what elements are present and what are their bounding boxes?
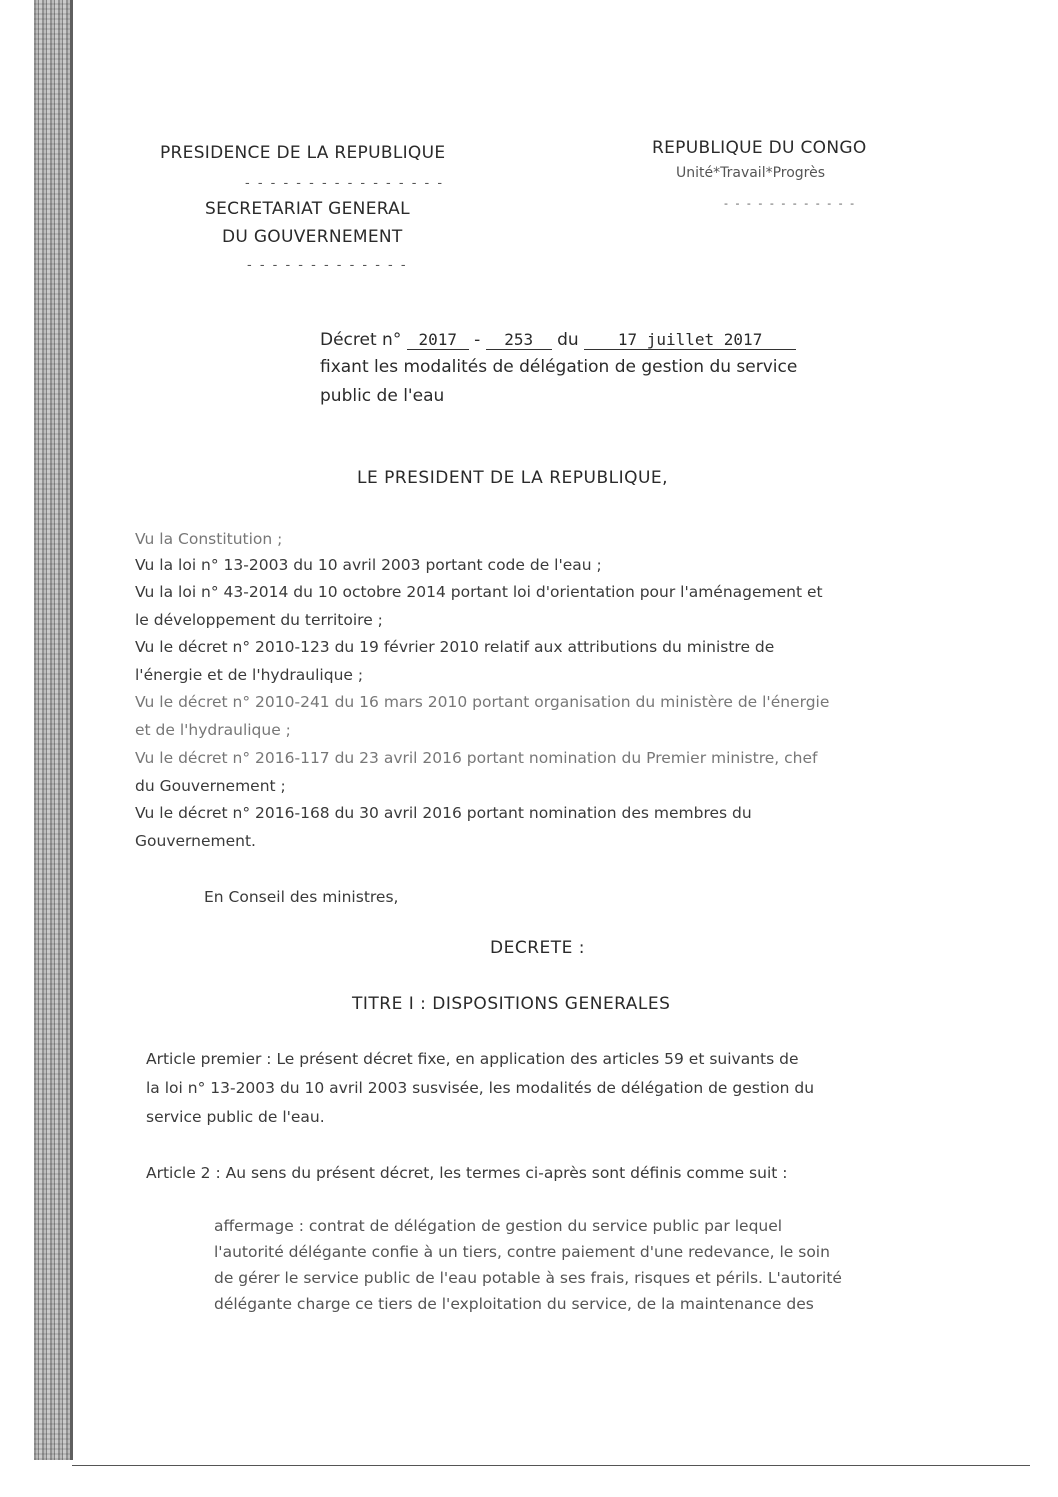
- visa-line: du Gouvernement ;: [135, 777, 286, 795]
- header-separator: - - - - - - - - - - - -: [724, 197, 857, 210]
- scan-edge-artifact: [34, 0, 70, 1460]
- conseil-des-ministres: En Conseil des ministres,: [204, 888, 399, 906]
- decree-number-seq: 253: [486, 330, 552, 350]
- article1-line: service public de l'eau.: [146, 1108, 325, 1126]
- decree-subject-line1: fixant les modalités de délégation de gestion du service: [320, 357, 798, 377]
- visa-line: le développement du territoire ;: [135, 611, 383, 629]
- visa-line: et de l'hydraulique ;: [135, 721, 291, 739]
- article1-line: la loi n° 13-2003 du 10 avril 2003 susvisée, les modalités de délégation de gestion du: [146, 1079, 815, 1097]
- visa-line: Vu la loi n° 13-2003 du 10 avril 2003 portant code de l'eau ;: [135, 556, 602, 574]
- affermage-line: affermage : contrat de délégation de gestion du service public par lequel: [214, 1217, 783, 1235]
- header-separator: - - - - - - - - - - - - -: [247, 258, 408, 273]
- visa-line: Vu le décret n° 2016-168 du 30 avril 2016 portant nomination des membres du: [135, 804, 752, 822]
- article2-intro: Article 2 : Au sens du présent décret, les termes ci-après sont définis comme suit :: [146, 1164, 788, 1182]
- visa-line: Gouvernement.: [135, 832, 256, 850]
- decree-number-separator: -: [474, 330, 481, 350]
- affermage-line: l'autorité délégante confie à un tiers, contre paiement d'une redevance, le soin: [214, 1243, 830, 1261]
- decrete-heading: DECRETE :: [490, 938, 586, 958]
- visa-line: Vu le décret n° 2010-123 du 19 février 2010 relatif aux attributions du ministre de: [135, 638, 775, 656]
- header-republique: REPUBLIQUE DU CONGO: [652, 138, 867, 158]
- header-presidence: PRESIDENCE DE LA REPUBLIQUE: [160, 143, 446, 163]
- header-secretariat: SECRETARIAT GENERAL: [205, 199, 410, 219]
- header-gouvernement: DU GOUVERNEMENT: [222, 227, 403, 247]
- header-separator: - - - - - - - - - - - - - - - -: [245, 176, 445, 191]
- decree-du: du: [557, 330, 579, 350]
- affermage-line: délégante charge ce tiers de l'exploitation du service, de la maintenance des: [214, 1295, 814, 1313]
- visa-line: Vu le décret n° 2016-117 du 23 avril 2016 portant nomination du Premier ministre, chef: [135, 749, 818, 767]
- decree-date: 17 juillet 2017: [584, 330, 796, 350]
- visa-line: Vu la Constitution ;: [135, 530, 283, 548]
- president-heading: LE PRESIDENT DE LA REPUBLIQUE,: [357, 468, 669, 488]
- decree-prefix: Décret n°: [320, 330, 402, 350]
- header-motto: Unité*Travail*Progrès: [676, 165, 826, 181]
- titre-heading: TITRE I : DISPOSITIONS GENERALES: [352, 994, 671, 1014]
- visa-line: l'énergie et de l'hydraulique ;: [135, 666, 364, 684]
- decree-number-line: [320, 330, 796, 350]
- visa-line: Vu la loi n° 43-2014 du 10 octobre 2014 portant loi d'orientation pour l'aménagement et: [135, 583, 823, 601]
- decree-subject-line2: public de l'eau: [320, 386, 445, 406]
- visa-line: Vu le décret n° 2010-241 du 16 mars 2010 portant organisation du ministère de l'énergie: [135, 693, 830, 711]
- decree-number-year: 2017: [407, 330, 469, 350]
- page-bottom-rule: [72, 1465, 1030, 1466]
- affermage-line: de gérer le service public de l'eau potable à ses frais, risques et périls. L'autorité: [214, 1269, 842, 1287]
- article1-line: Article premier : Le présent décret fixe, en application des articles 59 et suivants de: [146, 1050, 799, 1068]
